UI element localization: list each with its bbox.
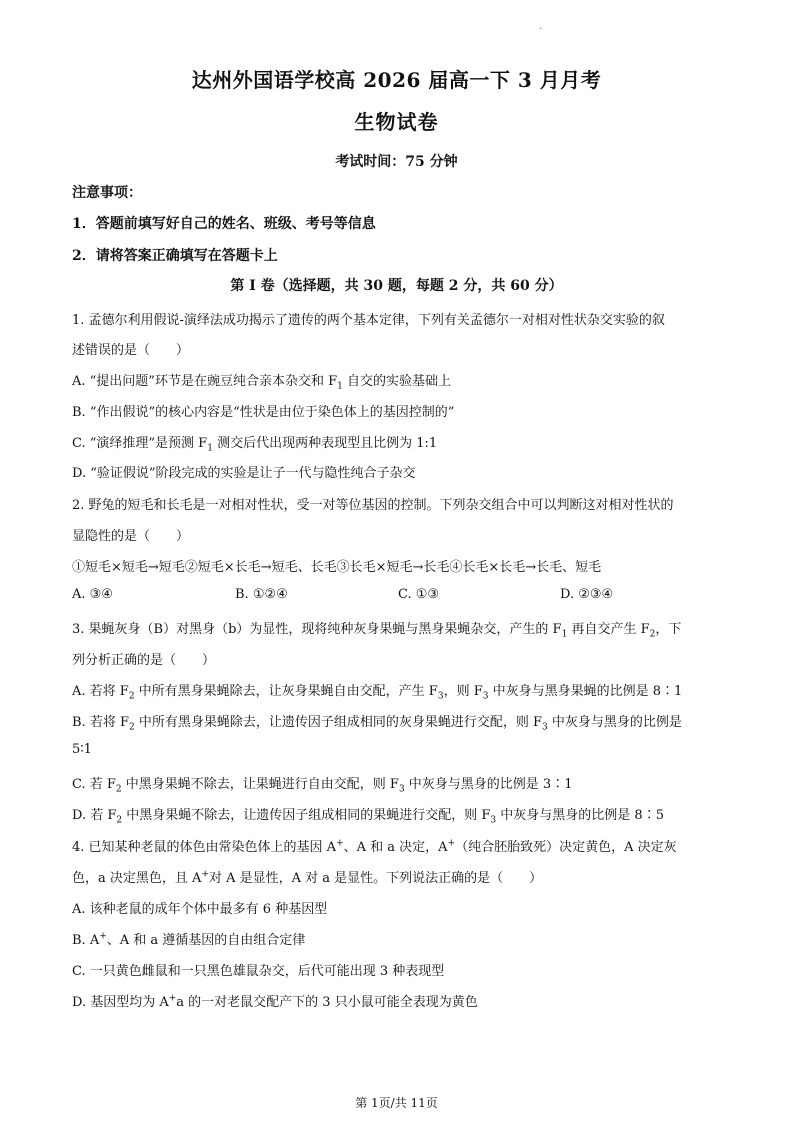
page-footer: 第 1页/共 11页 bbox=[355, 1096, 438, 1110]
q3-option-a: A. 若将 $F_2$ 中所有黑身果蝇除去，让灰身果蝇自由交配，产生 $F_3$，则 $F_3$ 中灰身与黑身果蝇的比例是 8∶1 bbox=[72, 684, 683, 702]
q1-option-a: A. “提出问题”环节是在豌豆纯合亲本杂交和 $F_1$ 自交的实验基础上 bbox=[72, 374, 451, 392]
q3-option-b-line-2: 5∶1 bbox=[72, 742, 92, 757]
q2-option-b: B. ①②④ bbox=[235, 587, 288, 602]
note-item-2: 2．请将答案正确填写在答题卡上 bbox=[72, 248, 278, 264]
exam-time: 考试时间：75 分钟 bbox=[335, 154, 458, 170]
q2-stem-line-2: 显隐性的是（ ） bbox=[72, 529, 190, 544]
q3-option-b-line-1: B. 若将 $F_2$ 中所有黑身果蝇除去，让遗传因子组成相同的灰身果蝇进行交配，则 $F_3$ 中灰身与黑身的比例是 bbox=[72, 715, 682, 733]
q4-option-d: D. 基因型均为 A+a 的一对老鼠交配产下的 3 只小鼠可能全表现为黄色 bbox=[72, 993, 478, 1010]
q4-stem-line-1: 4. 已知某种老鼠的体色由常染色体上的基因 A+、A 和 a 决定，A+（纯合胚胎致死）决定黄色，A 决定灰 bbox=[72, 838, 677, 855]
q2-options bbox=[72, 587, 722, 605]
scan-dot: · bbox=[539, 24, 543, 35]
q3-option-d: D. 若 $F_2$ 中黑身果蝇不除去，让遗传因子组成相同的果蝇进行交配，则 $F_3$ 中灰身与黑身的比例是 8∶5 bbox=[72, 808, 664, 826]
q1-stem-line-2: 述错误的是（ ） bbox=[72, 343, 190, 358]
notes-heading: 注意事项： bbox=[72, 185, 142, 201]
q4-option-a: A. 该种老鼠的成年个体中最多有 6 种基因型 bbox=[72, 902, 328, 917]
q2-option-d: D. ②③④ bbox=[560, 587, 614, 602]
q1-stem-line-1: 1. 孟德尔利用假说-演绎法成功揭示了遗传的两个基本定律，下列有关孟德尔一对相对性状杂交实验的叙 bbox=[72, 313, 665, 328]
q1-option-b: B. “作出假说”的核心内容是“性状是由位于染色体上的基因控制的” bbox=[72, 405, 455, 420]
q4-stem-line-2: 色，a 决定黑色，且 A+对 A 是显性，A 对 a 是显性。下列说法正确的是（ ） bbox=[72, 869, 543, 886]
q1-option-d: D. “验证假说”阶段完成的实验是让子一代与隐性纯合子杂交 bbox=[72, 466, 416, 481]
q4-option-b: B. A+、A 和 a 遵循基因的自由组合定律 bbox=[72, 931, 306, 948]
q2-option-a: A. ③④ bbox=[72, 587, 113, 602]
q4-option-c: C. 一只黄色雌鼠和一只黑色雄鼠杂交，后代可能出现 3 种表现型 bbox=[72, 964, 445, 979]
q3-option-c: C. 若 $F_2$ 中黑身果蝇不除去，让果蝇进行自由交配，则 $F_3$ 中灰身与黑身的比例是 3∶1 bbox=[72, 777, 573, 795]
note-item-1: 1．答题前填写好自己的姓名、班级、考号等信息 bbox=[72, 216, 376, 232]
exam-subject: 生物试卷 bbox=[354, 110, 439, 134]
q2-combos: ①短毛×短毛→短毛②短毛×长毛→短毛、长毛③长毛×短毛→长毛④长毛×长毛→长毛、短毛 bbox=[72, 560, 602, 575]
exam-title: 达州外国语学校高 2026 届高一下 3 月月考 bbox=[191, 68, 602, 92]
q2-stem-line-1: 2. 野兔的短毛和长毛是一对相对性状，受一对等位基因的控制。下列杂交组合中可以判断这对相对性状的 bbox=[72, 498, 674, 513]
section-heading: 第 I 卷（选择题，共 30 题，每题 2 分，共 60 分） bbox=[230, 278, 563, 294]
q3-stem-line-2: 列分析正确的是（ ） bbox=[72, 653, 216, 668]
q3-stem-line-1: 3. 果蝇灰身（B）对黑身（b）为显性，现将纯种灰身果蝇与黑身果蝇杂交，产生的 $F_1$ 再自交产生 $F_2$，下 bbox=[72, 622, 682, 640]
q2-option-c: C. ①③ bbox=[398, 587, 440, 602]
q1-option-c: C. “演绎推理”是预测 $F_1$ 测交后代出现两种表现型且比例为 1:1 bbox=[72, 436, 438, 454]
